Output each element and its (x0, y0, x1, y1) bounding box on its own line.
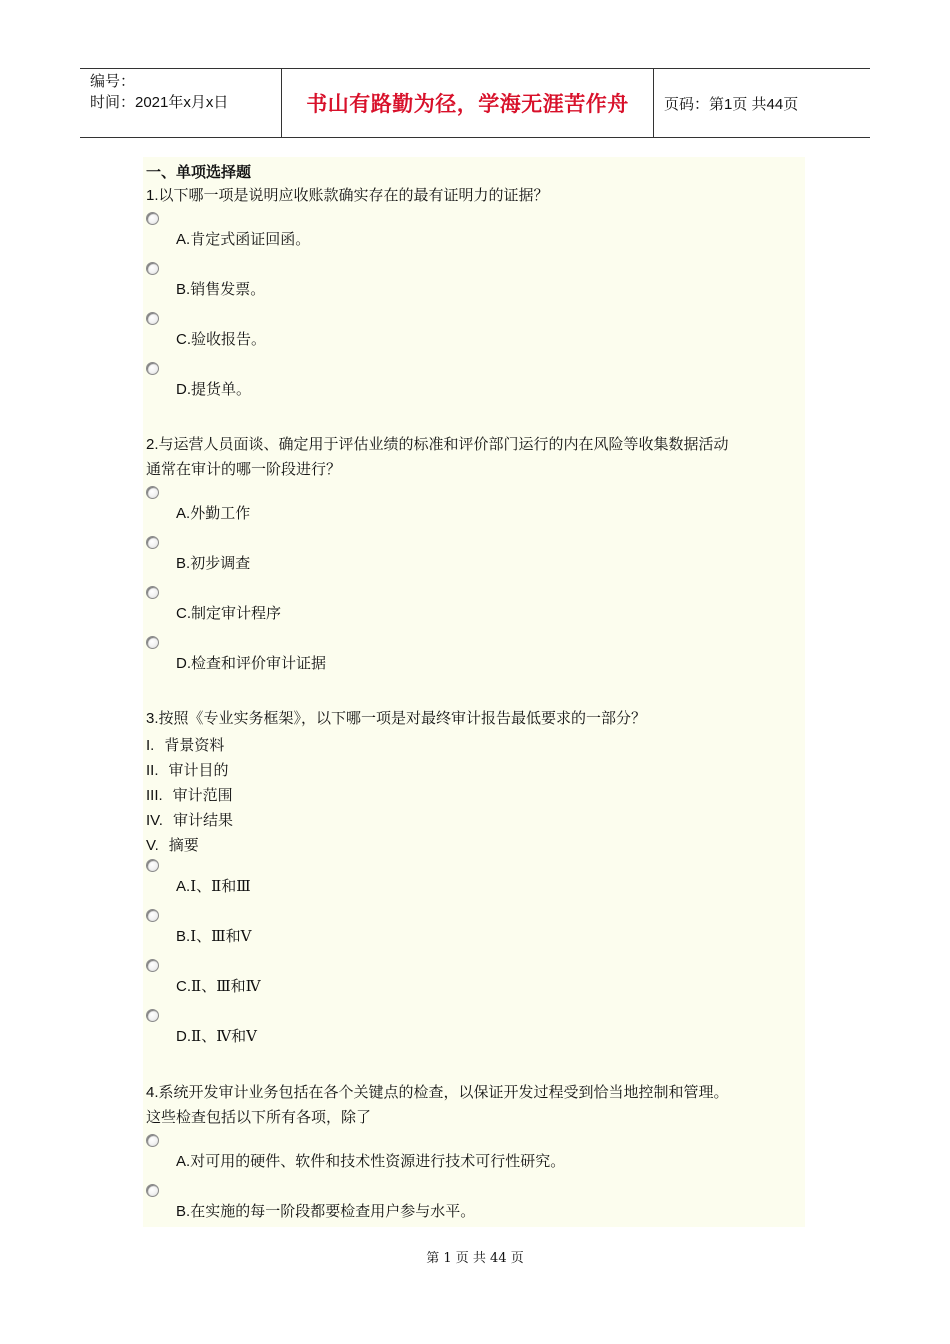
radio-q1-b[interactable] (146, 262, 159, 275)
radio-q2-b[interactable] (146, 536, 159, 549)
radio-q2-a[interactable] (146, 486, 159, 499)
radio-q3-b[interactable] (146, 909, 159, 922)
radio-q4-b[interactable] (146, 1184, 159, 1197)
radio-q1-a[interactable] (146, 212, 159, 225)
question-text: 按照《专业实务框架》，以下哪一项是对最终审计报告最低要求的一部分？ (158, 709, 647, 727)
section-title: 一、单项选择题 (146, 163, 252, 181)
option-q1-c: C.验收报告。 (176, 330, 267, 348)
header-motto (282, 69, 654, 137)
time-label: 时间：2021年x月x日 (90, 94, 229, 111)
radio-q3-d[interactable] (146, 1009, 159, 1022)
question-number: 3. (146, 710, 159, 727)
header-page (654, 69, 870, 137)
page-label: 页码：第1页 共44页 (664, 95, 799, 113)
page-header (80, 68, 870, 138)
list-item: V. 摘要 (146, 836, 199, 854)
list-item: IV. 审计结果 (146, 811, 233, 829)
question-text-line2: 通常在审计的哪一阶段进行？ (146, 460, 342, 478)
radio-q3-c[interactable] (146, 959, 159, 972)
motto-text: 书山有路勤为径，学海无涯苦作舟 (306, 92, 629, 116)
page-footer: 第 1 页 共 44 页 (426, 1251, 524, 1266)
radio-q2-d[interactable] (146, 636, 159, 649)
header-meta (80, 69, 282, 137)
question-1 (146, 183, 806, 208)
question-4 (146, 1080, 806, 1130)
question-number: 2. (146, 436, 159, 453)
question-number: 4. (146, 1084, 159, 1101)
question-2 (146, 432, 806, 482)
question-text: 以下哪一项是说明应收账款确实存在的最有证明力的证据？ (158, 186, 549, 204)
radio-q1-d[interactable] (146, 362, 159, 375)
list-item: I. 背景资料 (146, 736, 225, 754)
option-q1-d: D.提货单。 (176, 380, 252, 398)
option-q4-b: B.在实施的每一阶段都要检查用户参与水平。 (176, 1202, 476, 1220)
option-q2-b: B.初步调查 (176, 554, 251, 572)
option-q1-b: B.销售发票。 (176, 280, 266, 298)
list-item: III. 审计范围 (146, 786, 233, 804)
option-q2-a: A.外勤工作 (176, 504, 251, 522)
list-item: II. 审计目的 (146, 761, 229, 779)
radio-q4-a[interactable] (146, 1134, 159, 1147)
option-q2-c: C.制定审计程序 (176, 604, 282, 622)
option-q3-b: B.I、Ⅲ和Ⅴ (176, 927, 252, 945)
option-q1-a: A.肯定式函证回函。 (176, 230, 311, 248)
question-text-line1: 与运营人员面谈、确定用于评估业绩的标准和评价部门运行的内在风险等收集数据活动 (158, 435, 729, 453)
radio-q1-c[interactable] (146, 312, 159, 325)
code-label: 编号： (90, 73, 136, 90)
radio-q3-a[interactable] (146, 859, 159, 872)
question-panel (143, 157, 805, 1227)
question-text-line2: 这些检查包括以下所有各项，除了 (146, 1108, 372, 1126)
option-q4-a: A.对可用的硬件、软件和技术性资源进行技术可行性研究。 (176, 1152, 566, 1170)
option-q3-a: A.I、Ⅱ和Ⅲ (176, 877, 251, 895)
question-3 (146, 706, 806, 731)
radio-q2-c[interactable] (146, 586, 159, 599)
option-q3-d: D.Ⅱ、Ⅳ和Ⅴ (176, 1027, 258, 1045)
option-q2-d: D.检查和评价审计证据 (176, 654, 327, 672)
option-q3-c: C.Ⅱ、Ⅲ和Ⅳ (176, 977, 261, 995)
question-number: 1. (146, 187, 159, 204)
question-text-line1: 系统开发审计业务包括在各个关键点的检查，以保证开发过程受到恰当地控制和管理。 (158, 1083, 729, 1101)
